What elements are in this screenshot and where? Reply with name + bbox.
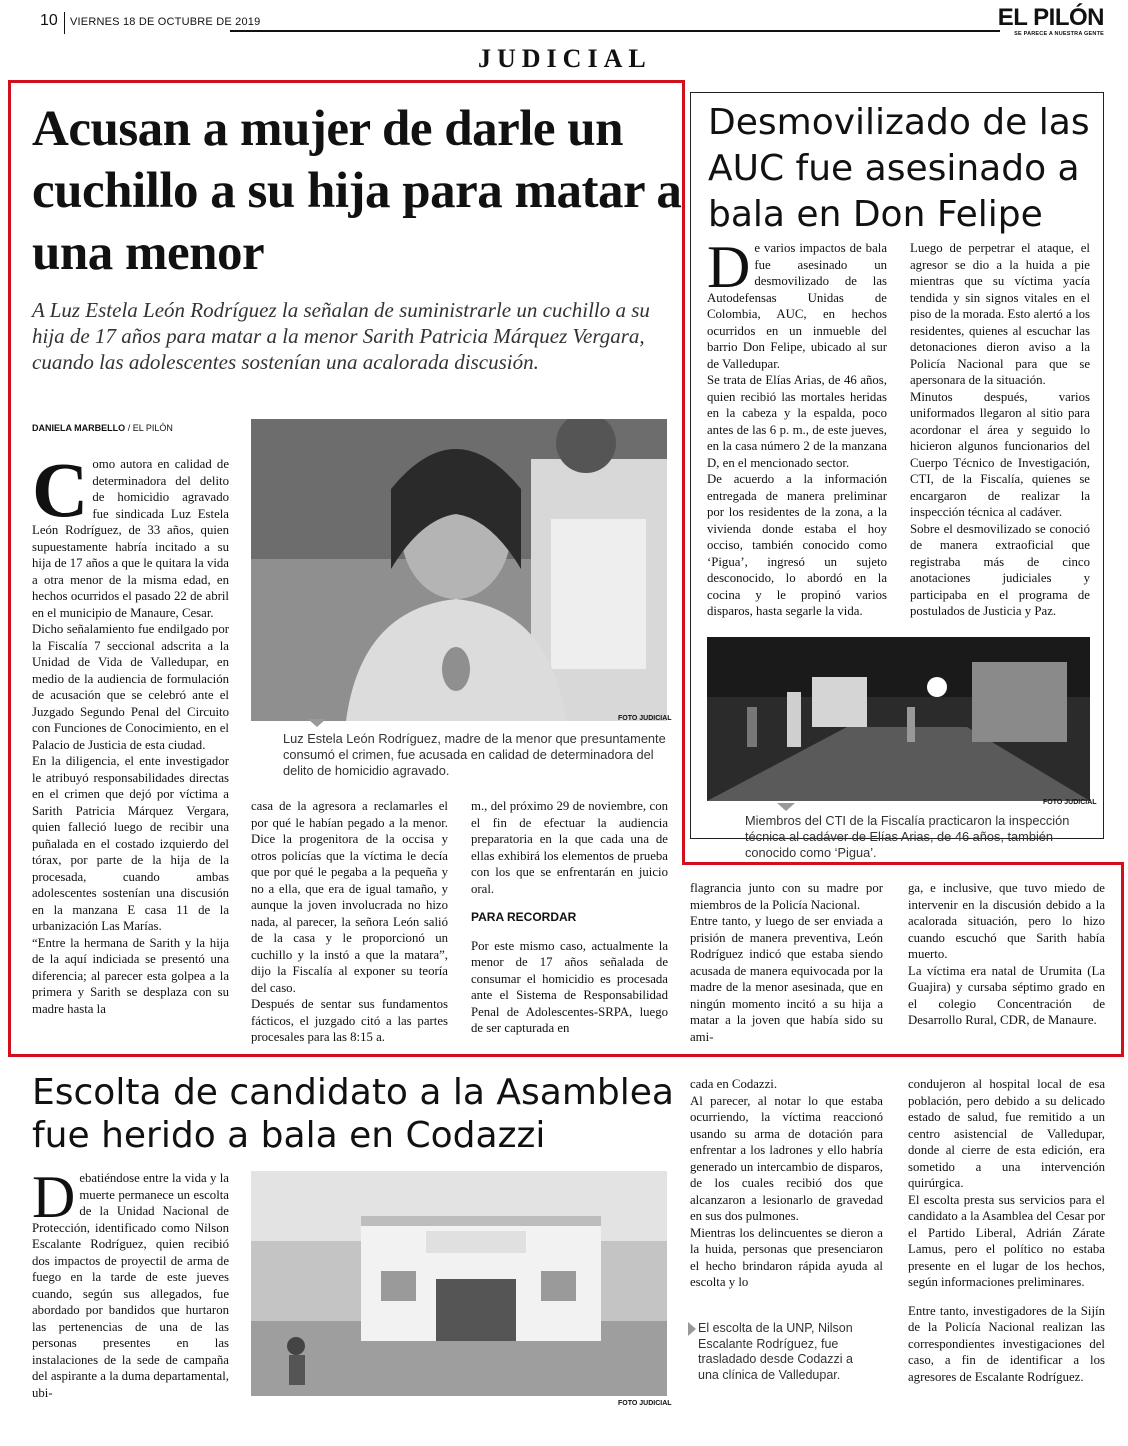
paragraph: Al parecer, al notar lo que estaba ocurriendo, la víctima reaccionó usando su arma de dotación para enfrentar a los ladrones y ello habría generado un intercambio de disparos, de los cuales recibió dos que alcanzaron a lesionarlo de gravedad en sus dos pulmones. [690,1093,883,1223]
section-title: JUDICIAL [478,44,652,73]
paragraph: Sobre el desmovilizado se conoció de manera extraoficial que registraba más de cinco anotaciones judiciales y participaba en el programa de postulados de Justicia y Paz. [910,521,1090,618]
escolta-col-1 [32,1164,229,1401]
main-col-4 [690,880,883,1045]
main-col-3 [471,798,668,1037]
photo-credit: FOTO JUDICIAL [1043,799,1097,806]
page-number: 10 [40,12,58,29]
newspaper-logo: EL PILÓN [997,4,1104,31]
paragraph: Se trata de Elías Arias, de 46 años, quien recibió las mortales heridas en la cabeza y la espalda, poco antes de las 6 p. m., de este jueves, en la casa número 2 de la manzana D, en el mencionado sector. [707,373,887,470]
main-deck: A Luz Estela León Rodríguez la señalan de suministrarle un cuchillo a su hija de 17 años para matar a la menor Sarith Patricia Márquez Vergara, cuando las adolescentes sostenían una acalorada discusión. [32,298,650,374]
paragraph: Después de sentar sus fundamentos fácticos, el juzgado citó a las partes procesales para las 8:15 a. [251,997,448,1044]
photo-credit: FOTO JUDICIAL [618,1400,672,1407]
paragraph: Por este mismo caso, actualmente la menor de 17 años señalada de consumar el homicidio es procesada ante el Sistema de Responsabilidad Penal de Adolescentes-SRPA, luego de ser capturada en [471,938,668,1035]
caption-arrow-icon [688,1322,696,1336]
paragraph: condujeron al hospital local de esa población, pero debido a su delicado estado de salud, fue remitido a un centro asistencial de Valledupar, donde al cierre de esta edición, era sometido a una intervención quirúrgica. [908,1077,1105,1190]
paragraph: ga, e inclusive, que tuvo miedo de intervenir en la discusión debido a la acalorada situación, pero lo hizo cuando escuchó que Sarith había muerto. [908,881,1105,961]
drop-cap: D [32,1164,76,1230]
red-frame-mid [682,80,685,865]
paragraph: En la diligencia, el ente investigador le atribuyó responsabilidades directas en el crimen que dejó por víctima a Sarith Patricia Márquez Vergara, quien falleció luego de recibir una puñalada en el costado izquierdo del tórax, por parte de la hija de la procesada, cuando ambas adolescentes sostenían una discusión en la manzana E casa 11 de la urbanización Las Marías. [32,754,229,933]
auc-headline: Desmovilizado de las AUC fue asesinado a bala en Don Felipe [708,102,1090,235]
paragraph: e varios impactos de bala fue asesinado un desmovilizado de las Autodefensas Unidas de Colombia, AUC, en hechos ocurridos en un inmueble del barrio Don Felipe, ubicado al sur de Valledupar. [707,241,887,371]
auc-col-1 [707,234,887,620]
photo-caption: Miembros del CTI de la Fiscalía practicaron la inspección técnica al cadáver de Elías Arias, de 46 años, también conocido como ‘Pigua’. [745,813,1070,860]
paragraph: flagrancia junto con su madre por miembros de la Policía Nacional. [690,881,883,912]
logo-tagline: SE PARECE A NUESTRA GENTE [1014,31,1104,37]
photo-caption: Luz Estela León Rodríguez, madre de la menor que presuntamente consumó el crimen, fue acusada en calidad de determinadora del delito de homicidio agravado. [283,731,666,778]
main-col-5 [908,880,1105,1029]
main-headline: Acusan a mujer de darle un cuchillo a su hija para matar a una menor [32,101,682,281]
paragraph: ebatiéndose entre la vida y la muerte permanece un escolta de la Unidad Nacional de Protección, identificado como Nilson Escalante Rodríguez, quien recibió dos impactos de proyectil de arma de fuego en la tarde de este jueves cuando, según sus allegados, fue abordado por bandidos que hurtaron las pertenencias de una de las personas presentes en las instalaciones de la sede de campaña del aspirante a la duma departamental, ubi- [32,1171,229,1400]
paragraph: El escolta presta sus servicios para el candidato a la Asamblea del Cesar por el Partido Liberal, Adrián Zárate Lamus, pero el político no estaba presente en el lugar de los hechos, según informaciones preliminares. [908,1192,1105,1289]
paragraph: Mientras los delincuentes se dieron a la huida, personas que presenciaron el hecho brindaron rápida ayuda al escolta y lo [690,1225,883,1289]
header-rule [230,30,1000,32]
subhead: PARA RECORDAR [471,910,577,924]
red-frame-right [1121,862,1124,1057]
red-frame-left [8,80,11,1057]
caption-arrow-icon [777,803,795,811]
byline-author: DANIELA MARBELLO [32,423,126,433]
main-col-1 [32,446,229,1017]
photo-crime-scene-illustration [707,637,1090,801]
main-photo [251,419,667,721]
byline [32,423,173,433]
header-divider [64,12,65,34]
photo-caption: El escolta de la UNP, Nilson Escalante Rodríguez, fue trasladado desde Codazzi a una clínica de Valledupar. [698,1321,853,1382]
drop-cap: D [707,234,751,300]
escolta-photo [251,1171,667,1396]
paragraph: Luego de perpetrar el ataque, el agresor se dio a la huida a pie mientras que su víctima yacía tendida y sin signos vitales en el piso de la morada. Esto alertó a los residentes, quienes al escuchar las detonaciones dieron aviso a la Policía Nacional para que se apersonara de la situación. [910,241,1090,387]
escolta-headline: Escolta de candidato a la Asamblea fue herido a bala en Codazzi [32,1072,674,1156]
paragraph: La víctima era natal de Urumita (La Guajira) y cursaba séptimo grado en el colegio Concentración de Desarrollo Rural, CDR, de Manaure. [908,963,1105,1027]
paragraph: Minutos después, varios uniformados llegaron al sitio para acordonar el área y seguido lo hicieron algunos funcionarios del Cuerpo Técnico de Investigación, CTI, de la Fiscalía, quienes se encargaron de realizar la inspección técnica al cadáver. [910,389,1090,519]
photo-building-illustration [251,1171,667,1396]
main-col-2 [251,798,448,1046]
red-frame-mid-top [682,862,1124,865]
issue-date: VIERNES 18 DE OCTUBRE DE 2019 [70,16,261,28]
photo-woman-illustration [251,419,667,721]
paragraph: cada en Codazzi. [690,1077,778,1091]
auc-photo [707,637,1090,801]
escolta-col-3 [908,1076,1105,1385]
escolta-col-2 [690,1076,883,1291]
paragraph: m., del próximo 29 de noviembre, con el fin de efectuar la audiencia preparatoria en la que cada una de ellas exhibirá los elementos de prueba con los que se enfrentarán en juicio oral. [471,799,668,896]
drop-cap: C [32,446,89,533]
paragraph: Dicho señalamiento fue endilgado por la Fiscalía 7 seccional adscrita a la Unidad de Vida de Valledupar, en medio de la audiencia de formulación de acusación que se celebró ante el Juzgado Segundo Penal del Circuito con Funciones de Conocimiento, en el Palacio de Justicia de esta ciudad. [32,622,229,752]
caption-arrow-icon [308,719,326,727]
paragraph: omo autora en calidad de determinadora del delito de homicidio agravado fue sindicada Luz Estela León Rodríguez, de 33 años, quien supuestamente habría incitado a su hija de 17 años a que le quitara la vida a otra menor de la misma edad, en hechos ocurridos el pasado 22 de abril en el municipio de Manaure, Cesar. [32,457,229,620]
photo-credit: FOTO JUDICIAL [618,715,672,722]
paragraph: De acuerdo a la información entregada de manera preliminar por los residentes de la zona, a la vivienda donde estaba el hoy occiso, también conocido como ‘Pigua’, ingresó un sujeto desconocido, lo abordó en la cocina y le propinó varios disparos, hasta segarle la vida. [707,472,887,618]
paragraph: “Entre la hermana de Sarith y la hija de la aquí indiciada se presentó una diferencia; al parecer esta golpea a la primera y Sarith se desplaza con su madre hasta la [32,935,229,1016]
red-frame-top-left [8,80,682,83]
auc-col-2 [910,240,1090,620]
paragraph: Entre tanto, investigadores de la Sijín de la Policía Nacional realizan las correspondientes investigaciones del caso, a fin de identificar a los agresores de Escalante Rodríguez. [908,1303,1105,1384]
byline-source: / EL PILÓN [127,423,173,433]
paragraph: Entre tanto, y luego de ser enviada a prisión de manera preventiva, León Rodríguez indicó que estaba siendo acusada de manera equivocada por la madre de la menor asesinada, que en ningún momento incitó a su hija a matar a la joven que había sido su ami- [690,914,883,1044]
red-frame-bottom [8,1054,1124,1057]
paragraph: casa de la agresora a reclamarles el por qué le habían pegado a la menor. Dice la progenitora de la occisa y otros policías que la víctima le decía que por qué le pegaba a la pequeña y no a ella, que era de igual tamaño, y aunque la joven involucrada no hizo nada, al parecer, la señora León salió de la casa y le proporcionó un cuchillo y la instó a que la matara”, dijo la Fiscalía al exponer su teoría del caso. [251,799,448,995]
